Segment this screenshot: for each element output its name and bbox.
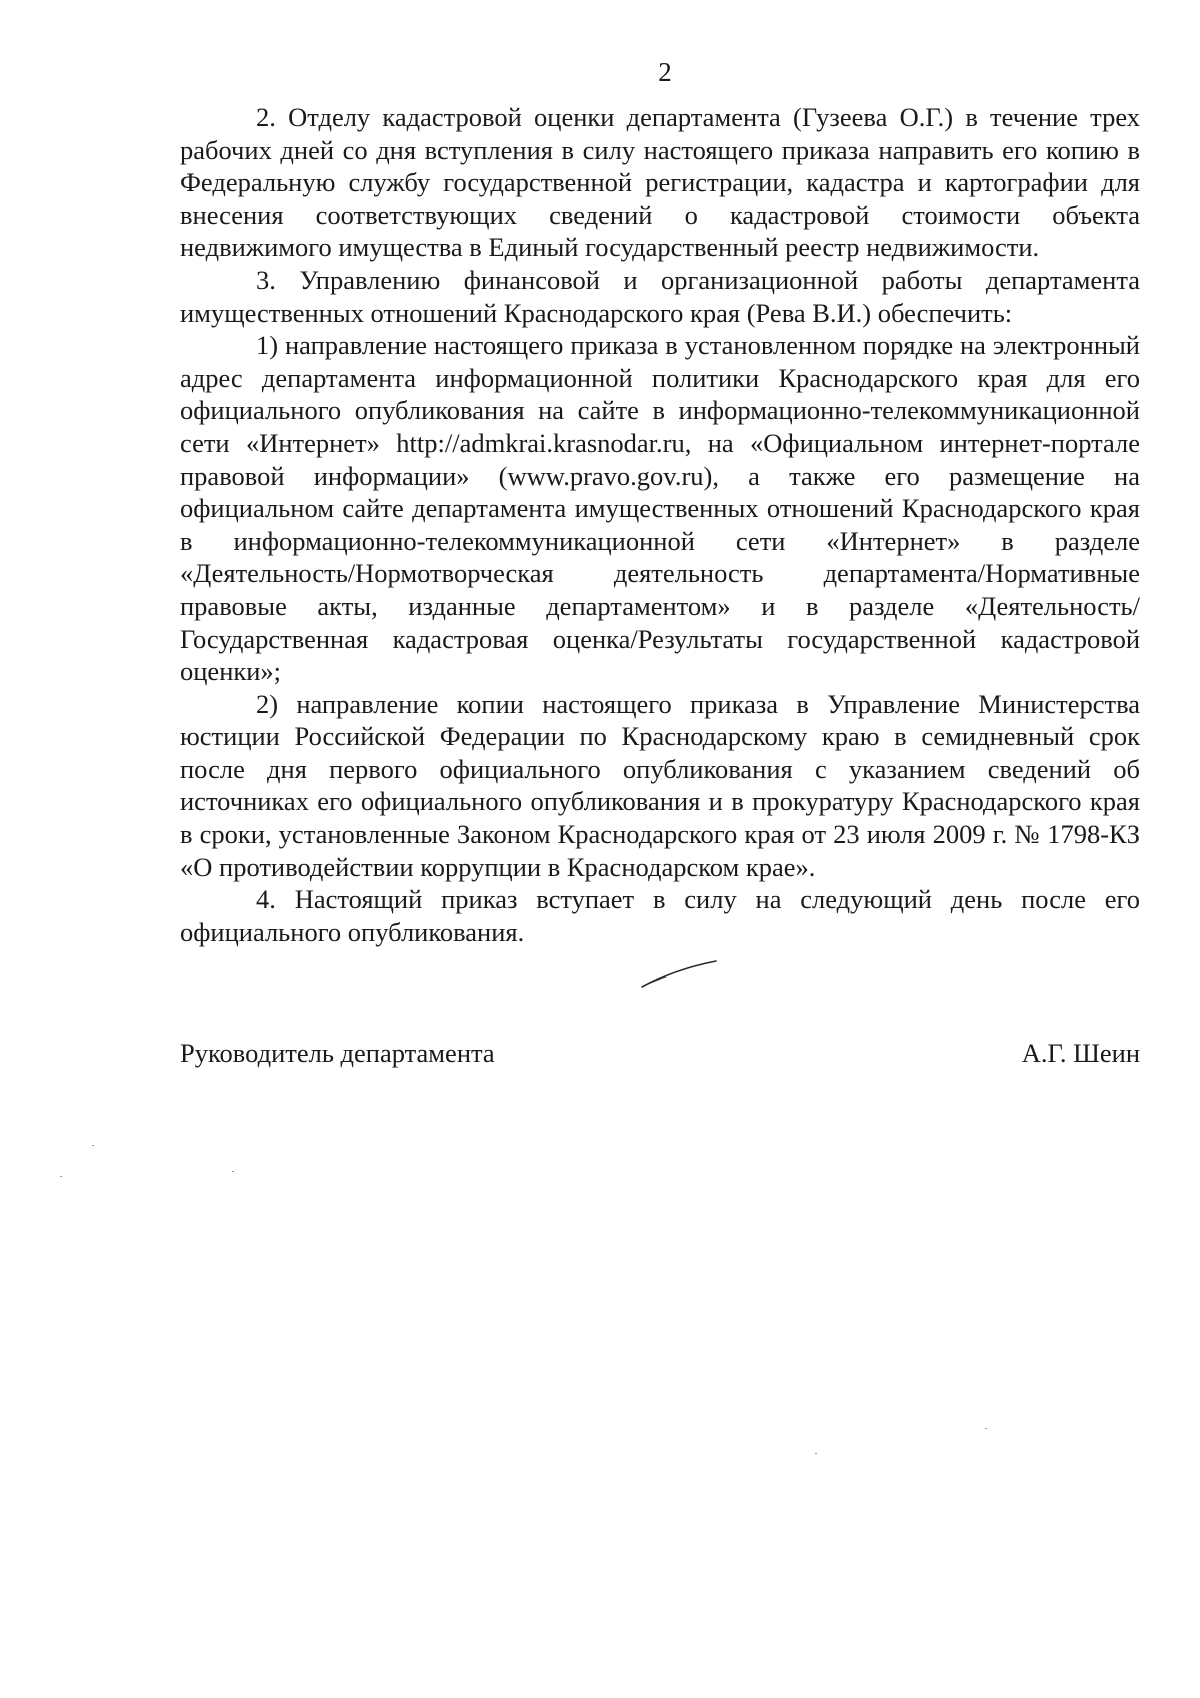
paragraph-subitem-1: 1) направление настоящего приказа в установленном порядке на электронный адрес департамента информационной политики Краснодарского края для его официального опубликования на сайте в информационно-телекоммуникационной сети «Интернет» http://admkrai.krasnodar.ru, на «Официальном интернет-портале правовой информации» (www.pravo.gov.ru), а также его размещение на официальном сайте департамента имущественных отношений Краснодарского края в информационно-телекоммуникационной сети «Интернет» в разделе «Деятельность/Нормотворческая деятельность департамента/Нормативные правовые акты, изданные департаментом» и в разделе «Деятельность/Государственная кадастровая оценка/Результаты государственной кадастровой оценки»; — [180, 330, 1140, 687]
scan-artifact — [232, 1171, 234, 1172]
handwritten-stroke — [640, 955, 720, 991]
page-number: 2 — [658, 57, 672, 87]
signatory-name: А.Г. Шеин — [1021, 1038, 1140, 1068]
paragraph-item-3: 3. Управлению финансовой и организационной работы департамента имущественных отношений Краснодарского края (Рева В.И.) обеспечить: — [180, 264, 1140, 328]
scan-artifact — [92, 1145, 94, 1146]
signatory-position: Руководитель департамента — [180, 1038, 495, 1068]
scan-artifact — [985, 1428, 987, 1429]
paragraph-subitem-2: 2) направление копии настоящего приказа в Управление Министерства юстиции Российской Федерации по Краснодарскому краю в семидневный срок после дня первого официального опубликования с указанием сведений об источниках его официального опубликования и в прокуратуру Краснодарского края в сроки, установленные Законом Краснодарского края от 23 июля 2009 г. № 1798-КЗ «О противодействии коррупции в Краснодарском крае». — [180, 688, 1140, 882]
paragraph-item-4: 4. Настоящий приказ вступает в силу на следующий день после его официального опубликования. — [180, 884, 1140, 947]
paragraph-item-2: 2. Отделу кадастровой оценки департамента (Гузеева О.Г.) в течение трех рабочих дней со дня вступления в силу настоящего приказа направить его копию в Федеральную службу государственной регистрации, кадастра и картографии для внесения соответствующих сведений о кадастровой стоимости объекта недвижимого имущества в Единый государственный реестр недвижимости. — [180, 102, 1140, 263]
scan-artifact — [60, 1176, 62, 1177]
scan-artifact — [815, 1453, 817, 1454]
document-body — [180, 101, 1140, 948]
